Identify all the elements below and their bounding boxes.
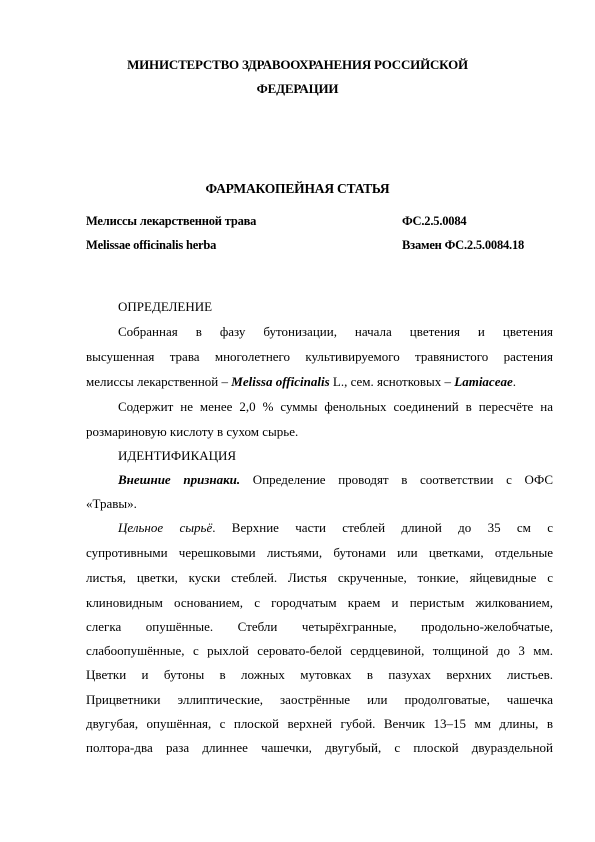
identification-heading: ИДЕНТИФИКАЦИЯ <box>118 448 237 463</box>
identification-text-line: Прицветники эллиптические, заострённые или продолговатые, чашечка <box>86 692 553 707</box>
identification-text-line: «Травы». <box>86 496 137 511</box>
whole-raw-material-label: Цельное сырьё <box>118 520 213 535</box>
definition-text-line <box>86 372 553 392</box>
replaces-code: Взамен ФС.2.5.0084.18 <box>402 238 525 252</box>
identification-text-line <box>118 518 553 538</box>
monograph-code: ФС.2.5.0084 <box>402 214 467 228</box>
definition-text-line: Содержит не менее 2,0 % суммы фенольных соединений в пересчёте на <box>118 399 553 414</box>
identification-text-line: клиновидным основанием, с городчатым краем и перистым жилкованием, <box>86 595 553 610</box>
identification-text-segment: . Верхние части стеблей длиной до 35 см с <box>212 520 554 535</box>
definition-text-line: высушенная трава многолетнего культивируемого травянистого растения <box>86 349 553 364</box>
identification-text-line: слабоопушённые, с рыхлой серовато-белой сердцевиной, толщиной до 3 мм. <box>86 643 553 658</box>
definition-heading: ОПРЕДЕЛЕНИЕ <box>118 299 213 314</box>
external-features-label: Внешние признаки. <box>118 472 241 487</box>
document-type-title: ФАРМАКОПЕЙНАЯ СТАТЬЯ <box>205 181 390 196</box>
identification-text-line <box>118 470 553 490</box>
drug-name-latin: Melissae officinalis herba <box>86 238 217 252</box>
identification-text-line: Цветки и бутоны в ложных мутовках в пазухах верхних листьев. <box>86 667 553 682</box>
definition-text-line: Собранная в фазу бутонизации, начала цветения и цветения <box>118 324 553 339</box>
identification-text-line: полтора-два раза длиннее чашечки, двугубый, с плоской двураздельной <box>86 740 553 755</box>
ministry-title-line1: МИНИСТЕРСТВО ЗДРАВООХРАНЕНИЯ РОССИЙСКОЙ <box>127 57 468 72</box>
identification-text-line: супротивными черешковыми листьями, бутонами или цветками, отдельные <box>86 545 553 560</box>
latin-species-name: Melissa officinalis <box>231 374 330 389</box>
identification-text-line: двугубая, опушённая, с плоской верхней губой. Венчик 13–15 мм длины, в <box>86 716 553 731</box>
identification-text-line: слегка опушённые. Стебли четырёхгранные, продольно-желобчатые, <box>86 619 553 634</box>
identification-text-line: листья, цветки, куски стеблей. Листья скрученные, тонкие, яйцевидные с <box>86 570 553 585</box>
drug-name-russian: Мелиссы лекарственной трава <box>86 214 257 228</box>
ministry-title-line2: ФЕДЕРАЦИИ <box>256 81 339 96</box>
identification-text-segment: Определение проводят в соответствии с ОФС <box>240 472 554 487</box>
definition-text-line: розмариновую кислоту в сухом сырье. <box>86 424 299 439</box>
latin-family-name: Lamiaceae <box>454 374 513 389</box>
definition-text-segment: . <box>512 374 516 389</box>
definition-text-segment: L., сем. яснотковых – <box>329 374 455 389</box>
definition-text-segment: мелиссы лекарственной – <box>86 374 232 389</box>
